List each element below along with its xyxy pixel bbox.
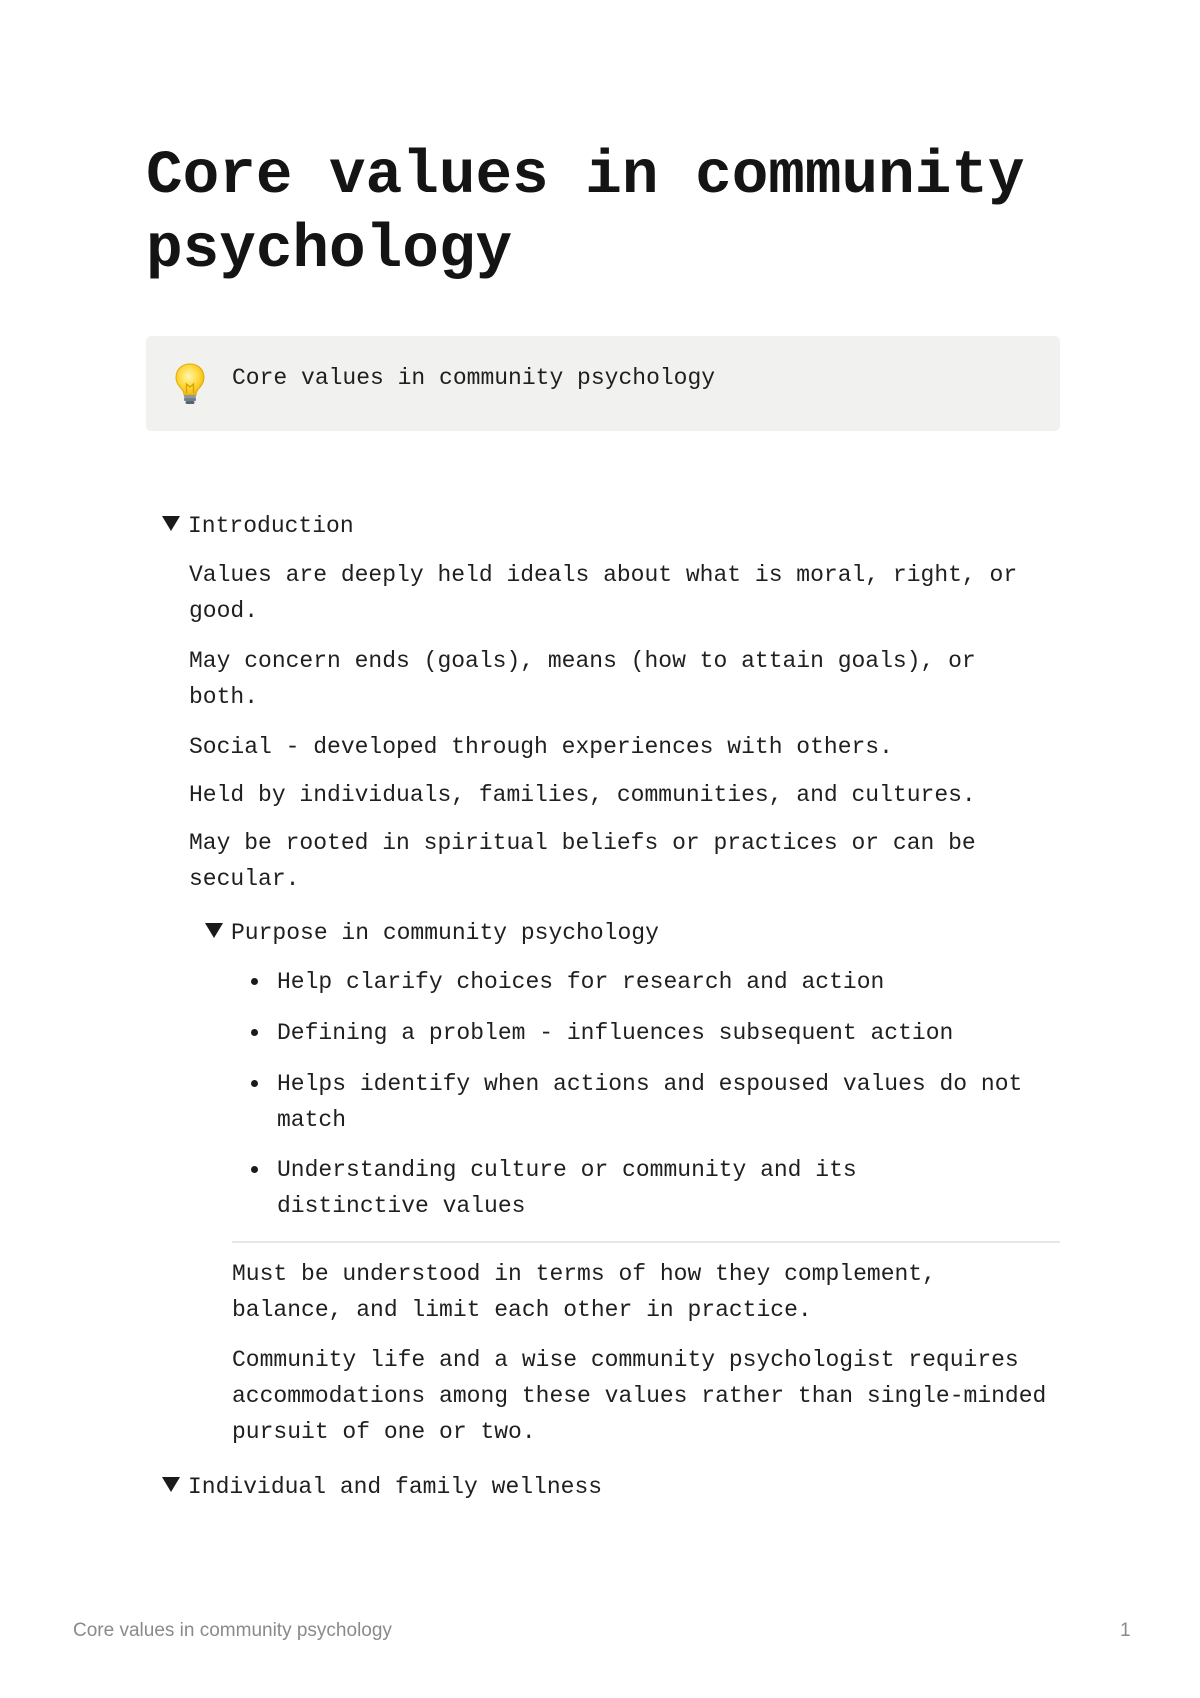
bullet-icon — [251, 1166, 258, 1173]
list-item-text: Help clarify choices for research and action — [277, 969, 885, 995]
toggle-individual-wellness[interactable] — [162, 1473, 602, 1501]
page-title: Core values in community psychology — [146, 142, 1025, 285]
toggle-heading: Introduction — [188, 513, 354, 539]
list-item-text: Helps identify when actions and espoused values do not match — [277, 1071, 1023, 1133]
toggle-purpose[interactable] — [205, 919, 659, 947]
list-item — [277, 1015, 1057, 1051]
purpose-paragraph: Must be understood in terms of how they complement, balance, and limit each other in practice. — [232, 1261, 936, 1323]
list-item — [277, 1066, 1037, 1138]
lightbulb-icon — [174, 362, 206, 406]
toggle-heading: Individual and family wellness — [188, 1474, 603, 1500]
toggle-heading: Purpose in community psychology — [231, 920, 659, 946]
toggle-arrow-icon[interactable] — [162, 516, 180, 531]
bullet-icon — [251, 1080, 258, 1087]
list-item — [277, 964, 1057, 1000]
intro-paragraph: Held by individuals, families, communities, and cultures. — [189, 782, 976, 808]
footer-title: Core values in community psychology — [73, 1620, 392, 1641]
intro-paragraph: May be rooted in spiritual beliefs or practices or can be secular. — [189, 830, 976, 892]
intro-paragraph: May concern ends (goals), means (how to attain goals), or both. — [189, 648, 976, 710]
purpose-paragraph: Community life and a wise community psychologist requires accommodations among these values rather than single-minded pursuit of one or two. — [232, 1347, 1047, 1445]
toggle-arrow-icon[interactable] — [162, 1477, 180, 1492]
toggle-introduction[interactable] — [162, 512, 354, 540]
list-item-text: Defining a problem - influences subsequent action — [277, 1020, 954, 1046]
bullet-icon — [251, 978, 258, 985]
intro-paragraph: Social - developed through experiences with others. — [189, 734, 893, 760]
divider — [232, 1241, 1060, 1243]
list-item-text: Understanding culture or community and its distinctive values — [277, 1157, 857, 1219]
callout-text: Core values in community psychology — [232, 365, 716, 391]
bullet-icon — [251, 1029, 258, 1036]
toggle-arrow-icon[interactable] — [205, 923, 223, 938]
list-item — [277, 1152, 927, 1224]
intro-paragraph: Values are deeply held ideals about what is moral, right, or good. — [189, 562, 1018, 624]
page-number: 1 — [1120, 1620, 1131, 1641]
callout — [146, 336, 1060, 431]
